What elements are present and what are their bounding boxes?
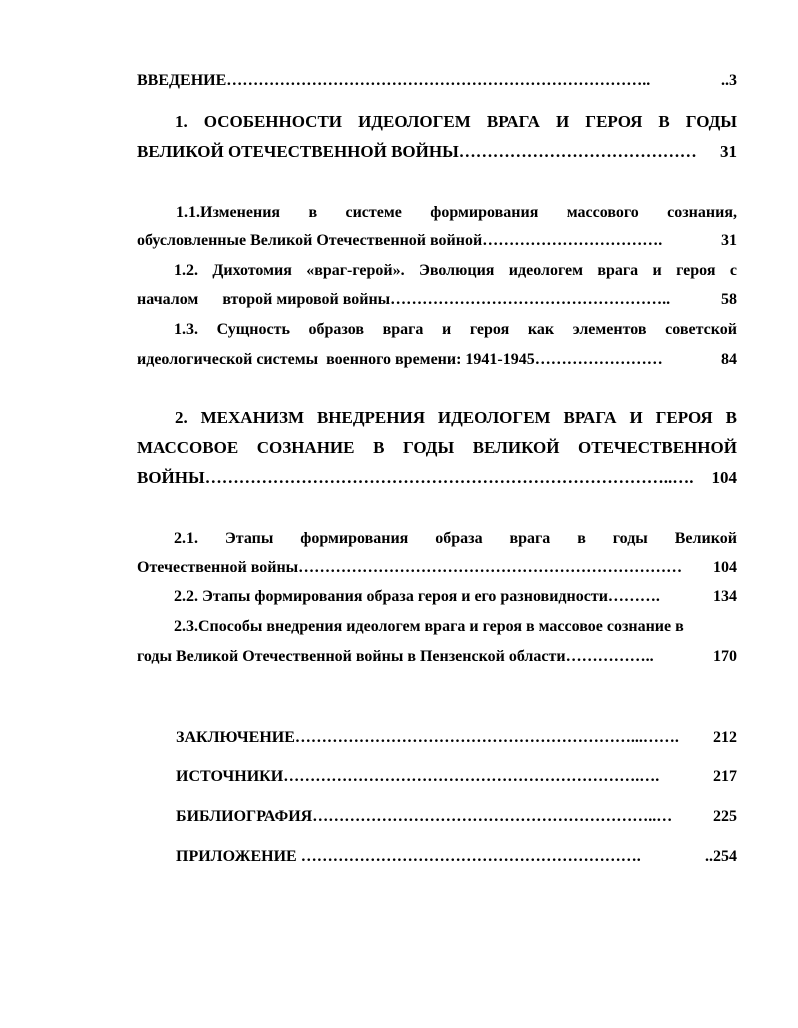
ch1-page: 31 [720,142,737,161]
ch1-word: ГЕРОЯ [585,112,643,131]
s11-dots: ……………………………. [482,232,663,249]
ch1-word: ВРАГА [486,112,540,131]
ch2-word: ВРАГА [563,408,617,427]
ch2-word: ВЕЛИКОЙ [472,438,560,457]
toc-entry-s23-line1[interactable] [174,617,737,637]
ch2-word: И [629,408,643,427]
s13-word: Сущность [216,321,290,338]
s13-word: образов [308,321,365,338]
ch2-word: 2. [175,408,188,427]
toc-entry-ch2-line1[interactable] [175,408,737,428]
toc-entry-s13-line1[interactable] [174,320,737,340]
toc-entry-s13-line2[interactable] [137,350,737,370]
s22-title: 2.2. Этапы формирования образа героя и его разновидности [174,588,608,605]
s12-word: Эволюция [418,262,495,279]
s11-page: 31 [721,232,737,249]
toc-entry-s21-line1[interactable] [174,529,737,549]
ch2-word: МАССОВОЕ [137,438,239,457]
toc-entry-s11-line1[interactable] [176,203,737,223]
s22-page: 134 [713,588,737,605]
sources-dots: ………………………………………………………….…. [283,768,660,785]
ch2-word: В [373,438,385,457]
s21-dots: ……………………………………………………………… [298,559,683,576]
s23-line1: 2.3.Способы внедрения идеологем врага и героя в массовое сознание в [174,618,684,635]
toc-entry-sources[interactable] [176,767,737,787]
s12-word: Дихотомия [212,262,292,279]
s13-word: как [527,321,555,338]
s23-page: 170 [713,648,737,665]
ch2-word: МЕХАНИЗМ [200,408,305,427]
s21-word: Этапы [224,530,274,547]
s23-dots: …………….. [565,648,654,665]
toc-entry-appendix[interactable] [176,847,737,867]
s13-dots: …………………… [534,351,663,368]
toc-entry-s21-line2[interactable] [137,558,737,578]
bibliography-dots: ………………………………………………………..… [312,808,673,825]
s21-word: в [577,530,586,547]
appendix-title: ПРИЛОЖЕНИЕ [176,848,301,865]
s11-word: в [308,204,318,221]
s13-word: элементов [572,321,647,338]
toc-entry-intro[interactable] [137,71,737,91]
ch1-title: ВЕЛИКОЙ ОТЕЧЕСТВЕННОЙ ВОЙНЫ [137,142,459,161]
s13-word: 1.3. [174,321,198,338]
s21-word: годы [612,530,648,547]
ch2-word: ВНЕДРЕНИЯ [316,408,425,427]
s13-word: героя [469,321,510,338]
toc-entry-s12-line1[interactable] [174,261,737,281]
ch1-word: ИДЕОЛОГЕМ [358,112,471,131]
ch1-word: ОСОБЕННОСТИ [203,112,343,131]
s21-title: Отечественной войны [137,559,299,576]
ch2-word: ИДЕОЛОГЕМ [437,408,551,427]
ch1-word: ГОДЫ [685,112,737,131]
s12-word: врага [597,262,639,279]
s12-word: идеологем [508,262,584,279]
s21-word: образа [435,530,483,547]
s11-word: формирования [430,204,539,221]
conclusion-dots: ………………………………………………………...……. [294,729,679,746]
s12-word: «враг-герой». [306,262,405,279]
ch2-word: ГЕРОЯ [655,408,713,427]
s12-word: 1.2. [174,262,198,279]
s21-word: формирования [300,530,409,547]
s21-word: 2.1. [174,530,198,547]
s12-word: и [652,262,662,279]
toc-entry-conclusion[interactable] [176,728,737,748]
ch1-word: И [555,112,570,131]
intro-title: ВВЕДЕНИЕ [137,72,227,89]
toc-entry-ch1-line1[interactable] [175,112,737,132]
s11-title: обусловленные Великой Отечественной войной [137,232,483,249]
s13-page: 84 [721,351,737,368]
s11-word: системе [345,204,402,221]
ch1-word: 1. [175,112,188,131]
conclusion-page: 212 [713,729,737,746]
s21-word: Великой [674,530,737,547]
sources-page: 217 [713,768,737,785]
ch1-word: В [658,112,670,131]
s13-word: советской [665,321,737,338]
ch2-word: В [725,408,737,427]
conclusion-title: ЗАКЛЮЧЕНИЕ [176,729,295,746]
s22-dots: ………. [607,588,660,605]
s12-word: с [729,262,737,279]
s11-word: сознания, [667,204,737,221]
toc-entry-ch2-line2[interactable] [137,438,737,458]
toc-entry-ch1-line2[interactable] [137,142,737,162]
ch1-dots: …………………………………… [458,142,697,161]
toc-entry-s22[interactable] [174,587,737,607]
appendix-page: ..254 [705,848,737,865]
appendix-dots: ………………………………………………………. [300,848,641,865]
s12-title: началом второй мировой войны [137,291,391,308]
s12-page: 58 [721,291,737,308]
ch2-dots: ………………………………………………………………………..…. [204,468,694,487]
s12-dots: …………………………………………….. [390,291,671,308]
ch2-page: 104 [711,468,737,487]
bibliography-title: БИБЛИОГРАФИЯ [176,808,313,825]
intro-page: ..3 [721,72,737,89]
s11-word: массового [566,204,639,221]
s11-word: 1.1.Изменения [176,204,281,221]
intro-dots: …………………………………………………………………….. [226,72,651,89]
s13-title: идеологической системы военного времени: 1941-1945 [137,351,535,368]
ch2-word: ОТЕЧЕСТВЕННОЙ [578,438,737,457]
s13-word: врага [382,321,424,338]
toc-entry-s23-line2[interactable] [137,647,737,667]
ch2-word: ГОДЫ [403,438,455,457]
s13-word: и [442,321,452,338]
toc-entry-s12-line2[interactable] [137,290,737,310]
s12-word: героя [676,262,716,279]
ch2-title: ВОЙНЫ [137,468,205,487]
toc-entry-bibliography[interactable] [176,807,737,827]
ch2-word: СОЗНАНИЕ [256,438,355,457]
sources-title: ИСТОЧНИКИ [176,768,284,785]
bibliography-page: 225 [713,808,737,825]
toc-entry-s11-line2[interactable] [137,231,737,251]
s21-page: 104 [713,559,737,576]
s21-word: врага [509,530,551,547]
s23-title: годы Великой Отечественной войны в Пензенской области [137,648,566,665]
toc-entry-ch2-line3[interactable] [137,468,737,488]
